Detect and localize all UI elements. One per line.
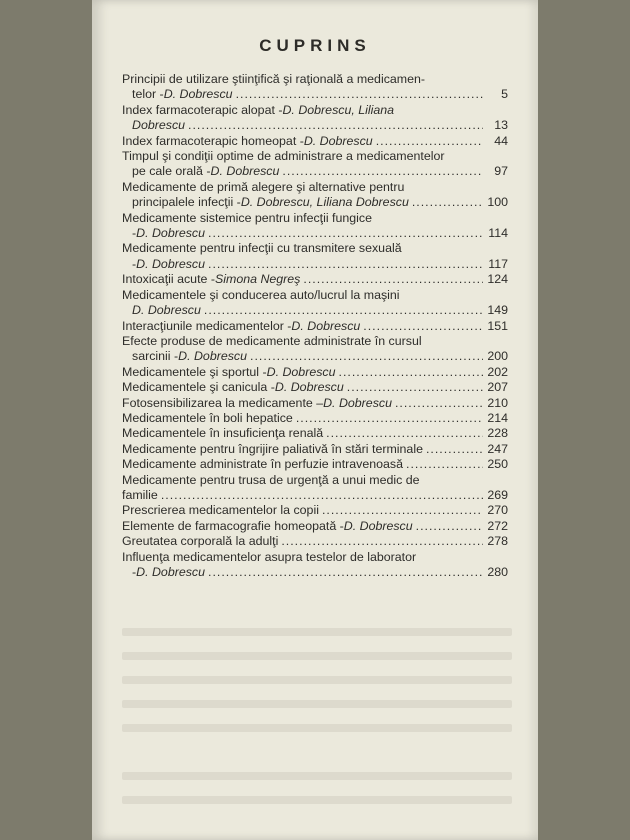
toc-entry xyxy=(122,426,508,441)
entry-title: Prescrierea medicamentelor la copii xyxy=(122,503,319,518)
entry-title: Medicamente administrate în perfuzie intravenoasă xyxy=(122,457,404,472)
toc-entry-line xyxy=(122,380,508,395)
page-number: 5 xyxy=(501,87,508,102)
toc-entry-line xyxy=(122,257,508,272)
toc-entry-line xyxy=(122,118,508,133)
toc-entry xyxy=(122,457,508,472)
entry-title: telor - xyxy=(132,87,164,102)
entry-author: D. Dobrescu xyxy=(136,565,206,579)
dot-leader xyxy=(208,565,483,580)
toc-entry-line xyxy=(122,550,508,565)
page-number: 117 xyxy=(488,256,508,271)
toc-entry-line xyxy=(122,534,508,549)
entry-author: D. Dobrescu xyxy=(136,256,206,271)
entry-author: D. Dobrescu xyxy=(178,349,248,364)
toc-entry-line xyxy=(122,288,508,303)
entry-title: Medicamente sistemice pentru infecţii fungice xyxy=(122,210,372,225)
toc-entry-line xyxy=(122,149,508,164)
entry-title: - xyxy=(132,565,137,579)
toc-entry-line xyxy=(122,303,508,318)
entry-title: Timpul şi condiţii optime de administrare a medicamentelor xyxy=(122,149,445,164)
page-number: 247 xyxy=(487,441,508,456)
entry-title: Medicamente pentru trusa de urgenţă a unui medic de xyxy=(122,472,420,487)
bleed-through-text xyxy=(122,772,512,780)
entry-title: Medicamentele în boli hepatice xyxy=(122,410,293,425)
dot-leader xyxy=(208,257,483,272)
entry-title: Efecte produse de medicamente administrate în cursul xyxy=(122,333,422,348)
toc-entry-line xyxy=(122,241,508,256)
toc-entry xyxy=(122,319,508,334)
toc-entry xyxy=(122,272,508,287)
dot-leader xyxy=(236,87,483,102)
toc-entry-line xyxy=(122,488,508,503)
entry-title: Elemente de farmacografie homeopată - xyxy=(122,518,344,533)
toc-entry xyxy=(122,411,508,426)
toc-entry xyxy=(122,396,508,411)
dot-leader xyxy=(322,503,483,518)
dot-leader xyxy=(326,426,483,441)
entry-title: Medicamente de primă alegere şi alternative pentru xyxy=(122,179,405,194)
entry-title: - xyxy=(132,226,137,241)
toc-entry-line xyxy=(122,134,508,149)
entry-author: Dobrescu xyxy=(132,118,186,133)
dot-leader xyxy=(303,272,483,287)
toc-entry-line xyxy=(122,349,508,364)
toc-entry-line xyxy=(122,411,508,426)
entry-author: D. Dobrescu xyxy=(163,87,233,102)
bleed-through-text xyxy=(122,724,512,732)
toc-entry-line xyxy=(122,334,508,349)
entry-author: D. Dobrescu xyxy=(274,380,344,395)
table-of-contents xyxy=(122,72,508,580)
page-number: 269 xyxy=(487,487,508,502)
toc-entry-line xyxy=(122,396,508,411)
dot-leader xyxy=(395,396,483,411)
dot-leader xyxy=(347,380,483,395)
page-number: 13 xyxy=(494,118,508,133)
entry-author: D. Dobrescu xyxy=(266,364,336,379)
toc-entry xyxy=(122,442,508,457)
entry-title: Influenţa medicamentelor asupra testelor de laborator xyxy=(122,549,417,564)
toc-entry-line xyxy=(122,226,508,241)
page-title: CUPRINS xyxy=(259,36,371,55)
toc-entry xyxy=(122,134,508,149)
dot-leader xyxy=(250,349,483,364)
entry-title: Medicamentele în insuficienţa renală xyxy=(122,426,324,441)
bleed-through-text xyxy=(122,700,512,708)
entry-title: - xyxy=(132,256,137,271)
page-number: 200 xyxy=(487,349,508,364)
dot-leader xyxy=(188,118,483,133)
entry-author: D. Dobrescu, Liliana Dobrescu xyxy=(240,195,409,210)
toc-entry xyxy=(122,519,508,534)
toc-entry xyxy=(122,103,508,134)
dot-leader xyxy=(161,488,483,503)
entry-title: Medicamente pentru infecţii cu transmitere sexuală xyxy=(122,241,402,256)
entry-author: D. Dobrescu xyxy=(132,303,201,318)
page-number: 151 xyxy=(487,318,508,333)
entry-title: Fotosensibilizarea la medicamente – xyxy=(122,395,324,410)
toc-entry-line xyxy=(122,87,508,102)
dot-leader xyxy=(416,519,483,534)
entry-author: D. Dobrescu, Liliana xyxy=(282,102,395,117)
page-number: 207 xyxy=(487,380,508,395)
bleed-through-text xyxy=(122,796,512,804)
page-number: 270 xyxy=(487,503,508,518)
dot-leader xyxy=(208,226,483,241)
entry-author: D. Dobrescu xyxy=(210,164,280,179)
toc-entry xyxy=(122,288,508,319)
entry-author: D. Dobrescu xyxy=(343,518,413,533)
toc-entry-line xyxy=(122,180,508,195)
toc-entry xyxy=(122,503,508,518)
entry-title: Medicamentele şi conducerea auto/lucrul la maşini xyxy=(122,287,400,302)
toc-entry-line xyxy=(122,519,508,534)
dot-leader xyxy=(363,319,483,334)
toc-entry-line xyxy=(122,442,508,457)
toc-entry-line xyxy=(122,211,508,226)
dot-leader xyxy=(339,365,484,380)
page-number: 214 xyxy=(487,410,508,425)
page-number: 228 xyxy=(487,426,508,441)
entry-title: Intoxicaţii acute - xyxy=(122,272,215,287)
entry-title: Interacţiunile medicamentelor - xyxy=(122,318,292,333)
page-number: 114 xyxy=(488,226,508,241)
toc-entry xyxy=(122,380,508,395)
book-page xyxy=(92,0,538,840)
entry-author: D. Dobrescu xyxy=(303,133,373,148)
dot-leader xyxy=(376,134,483,149)
toc-entry xyxy=(122,550,508,581)
entry-title: Medicamentele şi sportul - xyxy=(122,364,267,379)
toc-entry xyxy=(122,149,508,180)
toc-entry-line xyxy=(122,319,508,334)
toc-entry-line xyxy=(122,72,508,87)
page-number: 280 xyxy=(487,565,508,579)
toc-entry xyxy=(122,334,508,365)
toc-entry xyxy=(122,473,508,504)
dot-leader xyxy=(204,303,483,318)
dot-leader xyxy=(406,457,483,472)
entry-title: principalele infecţii - xyxy=(132,195,241,210)
page-number: 97 xyxy=(494,164,508,179)
page-number: 202 xyxy=(487,364,508,379)
toc-entry xyxy=(122,72,508,103)
toc-entry xyxy=(122,211,508,242)
toc-entry-line xyxy=(122,365,508,380)
entry-author: D. Dobrescu xyxy=(291,318,361,333)
page-number: 250 xyxy=(487,457,508,472)
entry-title: pe cale orală - xyxy=(132,164,211,179)
entry-title: Principii de utilizare ştiinţifică şi raţională a medicamen- xyxy=(122,72,426,86)
entry-author: D. Dobrescu xyxy=(323,395,392,410)
entry-title: Greutatea corporală la adulţi xyxy=(122,534,279,549)
page-number: 210 xyxy=(487,395,508,410)
toc-entry-line xyxy=(122,473,508,488)
dot-leader xyxy=(282,164,483,179)
entry-title: sarcinii - xyxy=(132,349,179,364)
entry-title: Medicamente pentru îngrijire paliativă în stări terminale xyxy=(122,441,423,456)
page-number: 278 xyxy=(487,534,508,549)
entry-title: Index farmacoterapic homeopat - xyxy=(122,133,304,148)
toc-entry xyxy=(122,534,508,549)
toc-entry-line xyxy=(122,195,508,210)
dot-leader xyxy=(426,442,483,457)
page-number: 124 xyxy=(487,272,508,287)
toc-entry xyxy=(122,180,508,211)
dot-leader xyxy=(296,411,483,426)
toc-entry-line xyxy=(122,457,508,472)
entry-title: familie xyxy=(122,487,158,502)
dot-leader xyxy=(281,534,483,549)
bleed-through-text xyxy=(122,652,512,660)
toc-entry-line xyxy=(122,503,508,518)
toc-entry xyxy=(122,365,508,380)
toc-entry xyxy=(122,241,508,272)
toc-entry-line xyxy=(122,565,508,580)
bleed-through-text xyxy=(122,628,512,636)
toc-entry-line xyxy=(122,103,508,118)
entry-title: Index farmacoterapic alopat - xyxy=(122,102,283,117)
page-number: 44 xyxy=(494,133,508,148)
bleed-through-text xyxy=(122,676,512,684)
entry-author: Simona Negreş xyxy=(214,272,301,287)
page-number: 149 xyxy=(487,303,508,318)
entry-author: D. Dobrescu xyxy=(136,226,206,241)
toc-entry-line xyxy=(122,164,508,179)
page-number: 100 xyxy=(487,195,508,210)
dot-leader xyxy=(412,195,483,210)
toc-entry-line xyxy=(122,272,508,287)
entry-title: Medicamentele şi canicula - xyxy=(122,380,275,395)
page-number: 272 xyxy=(487,518,508,533)
toc-entry-line xyxy=(122,426,508,441)
